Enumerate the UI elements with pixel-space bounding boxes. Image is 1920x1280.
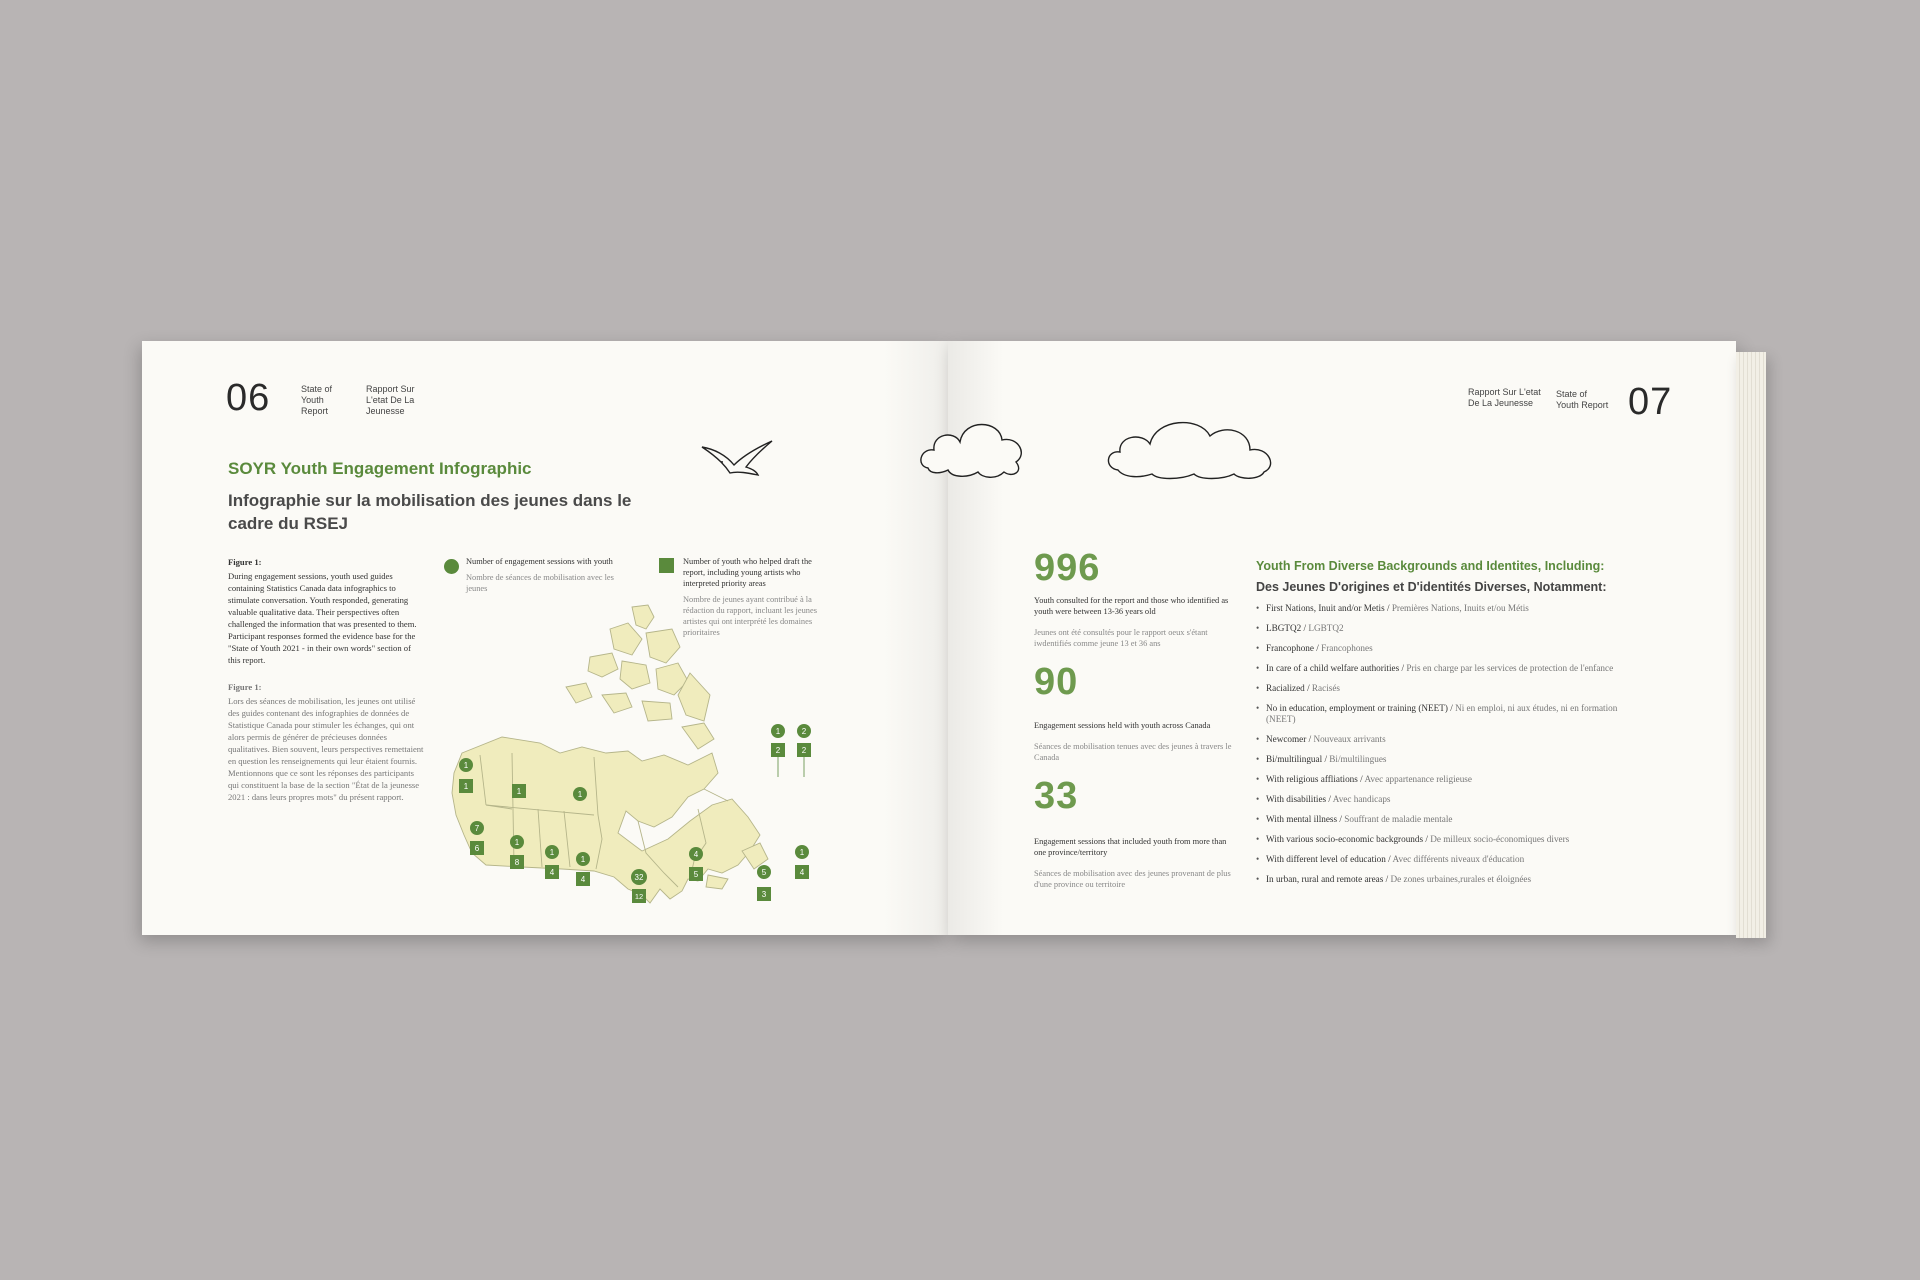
list-item: • Racialized / Racisés (1256, 683, 1636, 694)
svg-text:2: 2 (801, 746, 807, 755)
svg-text:1: 1 (516, 787, 522, 796)
svg-text:1: 1 (463, 782, 469, 791)
map-marker-prince-edward-island (771, 724, 785, 757)
list-item: • In urban, rural and remote areas / De zones urbaines,rurales et éloignées (1256, 874, 1636, 885)
left-page (142, 341, 948, 935)
legend-youth-fr: Nombre de jeunes ayant contribué à la rédaction du rapport, incluant les jeunes artistes qui ont interprété les domaines prioritaires (683, 595, 817, 637)
legend-sessions (466, 556, 626, 594)
canada-map-shapes (452, 605, 768, 903)
svg-text:4: 4 (580, 875, 586, 884)
list-item: • With mental illness / Souffrant de maladie mentale (1256, 814, 1636, 825)
page-number-left: 06 (226, 377, 271, 419)
stat-text-youth-consulted-fr: Jeunes ont été consultés pour le rapport oeux s'étant iwdentifiés comme jeune 13 et 36 ans (1034, 628, 1208, 648)
list-item: • No in education, employment or training (NEET) / Ni en emploi, ni aux études, ni en formation (NEET) (1256, 703, 1636, 725)
list-item: • With religious affliations / Avec appartenance religieuse (1256, 774, 1636, 785)
figure-description-fr (228, 681, 424, 803)
legend-sessions-en: Number of engagement sessions with youth (466, 557, 613, 566)
list-item: • Bi/multilingual / Bi/multilingues (1256, 754, 1636, 765)
stat-text-sessions-en: Engagement sessions held with youth across Canada (1034, 721, 1211, 730)
header-title-en-right: State of Youth Report (1556, 389, 1609, 410)
list-item: • Newcomer / Nouveaux arrivants (1256, 734, 1636, 745)
stat-text-sessions-fr: Séances de mobilisation tenues avec des jeunes à travers le Canada (1034, 742, 1232, 762)
header-title-fr: Rapport Sur L'etat De La Jeunesse (366, 384, 415, 416)
svg-text:4: 4 (799, 868, 805, 877)
figure-label-en: Figure 1: (228, 557, 262, 567)
figure-text-en: During engagement sessions, youth used guides containing Statistics Canada data infographics to stimulate conversation. Youth responded, generating valuable qualitative data. Their perspectives often challenged the information that was presented to them. Participant responses formed the evidence base for the "State of Youth 2021 - in their own words" section of this report. (228, 571, 417, 665)
legend-square-icon (659, 558, 674, 573)
list-item: • With disabilities / Avec handicaps (1256, 794, 1636, 805)
svg-text:6: 6 (474, 844, 480, 853)
svg-text:1: 1 (577, 790, 583, 799)
stat-text-multi-province-en: Engagement sessions that included youth from more than one province/territory (1034, 837, 1227, 857)
stat-text-youth-consulted-en: Youth consulted for the report and those who identified as youth were between 13-36 years old (1034, 596, 1229, 616)
svg-text:2: 2 (801, 727, 807, 736)
header-title-fr-right: Rapport Sur L'etat De La Jeunesse (1468, 387, 1541, 408)
map-marker-newfoundland (797, 724, 811, 757)
stat-text-multi-province-fr: Séances de mobilisation avec des jeunes provenant de plus d'une province ou territoire (1034, 869, 1231, 889)
list-item: • First Nations, Inuit and/or Metis / Premières Nations, Inuits et/ou Métis (1256, 603, 1636, 614)
svg-text:32: 32 (634, 873, 644, 882)
svg-text:5: 5 (761, 868, 767, 877)
svg-text:4: 4 (693, 850, 699, 859)
atlantic-markers (742, 721, 862, 921)
figure-description-en (228, 556, 424, 666)
legend-sessions-fr: Nombre de séances de mobilisation avec les jeunes (466, 573, 614, 593)
list-item: • LBGTQ2 / LGBTQ2 (1256, 623, 1636, 634)
svg-text:8: 8 (514, 858, 520, 867)
backgrounds-title: Youth From Diverse Backgrounds and Identites, Including: (1256, 559, 1605, 573)
svg-text:1: 1 (799, 848, 805, 857)
map-marker-new-brunswick (757, 865, 771, 901)
header-title-en: State of Youth Report (301, 384, 333, 416)
map-marker-nunavut (573, 787, 587, 801)
infographic-subtitle: Infographie sur la mobilisation des jeunes dans le cadre du RSEJ (228, 491, 632, 533)
stat-number-youth-consulted: 996 (1034, 547, 1101, 589)
map-marker-nova-scotia (795, 845, 809, 879)
svg-text:4: 4 (549, 868, 555, 877)
svg-text:1: 1 (580, 855, 586, 864)
svg-text:1: 1 (463, 761, 469, 770)
backgrounds-list (1256, 603, 1636, 894)
figure-label-fr: Figure 1: (228, 682, 262, 692)
list-item: • In care of a child welfare authorities / Pris en charge par les services de protection de l'enfance (1256, 663, 1636, 674)
list-item: • With various socio-economic backgrounds / De milleux socio-économiques divers (1256, 834, 1636, 845)
backgrounds-subtitle: Des Jeunes D'origines et D'identités Diverses, Notamment: (1256, 580, 1607, 594)
map-marker-northwest-territories (512, 784, 526, 798)
list-item: • With different level of education / Avec différents niveaux d'éducation (1256, 854, 1636, 865)
stat-number-multi-province-sessions: 33 (1034, 775, 1079, 817)
legend-circle-icon (444, 559, 459, 574)
svg-text:2: 2 (775, 746, 781, 755)
stat-number-sessions: 90 (1034, 661, 1079, 703)
legend-youth-en: Number of youth who helped draft the report, including young artists who interpreted priority areas (683, 557, 812, 588)
bird-illustration (700, 437, 776, 477)
svg-text:1: 1 (775, 727, 781, 736)
svg-text:5: 5 (693, 870, 699, 879)
cloud-icon (1108, 423, 1270, 479)
cloud-icon (921, 425, 1021, 478)
infographic-title: SOYR Youth Engagement Infographic (228, 459, 532, 478)
page-edges (1736, 352, 1766, 938)
list-item: • Francophone / Francophones (1256, 643, 1636, 654)
figure-text-fr: Lors des séances de mobilisation, les jeunes ont utilisé des guides contenant des infographies de données de Statistique Canada pour stimuler les échanges, qui ont alors permis de générer de précieuses données qualitatives. Bien souvent, leurs perspectives remettaient en question les renseignements qui leur étaient fournis. Mentionnons que ce sont les réponses des participants qui constituent la base de la section "État de la jeunesse 2021 : dans leurs propres mots" du présent rapport. (228, 696, 424, 802)
svg-text:1: 1 (549, 848, 555, 857)
page-number-right: 07 (1628, 381, 1673, 423)
svg-text:12: 12 (634, 892, 644, 901)
svg-text:7: 7 (474, 824, 480, 833)
svg-text:1: 1 (514, 838, 520, 847)
clouds-illustration (920, 410, 1340, 480)
svg-text:3: 3 (761, 890, 767, 899)
